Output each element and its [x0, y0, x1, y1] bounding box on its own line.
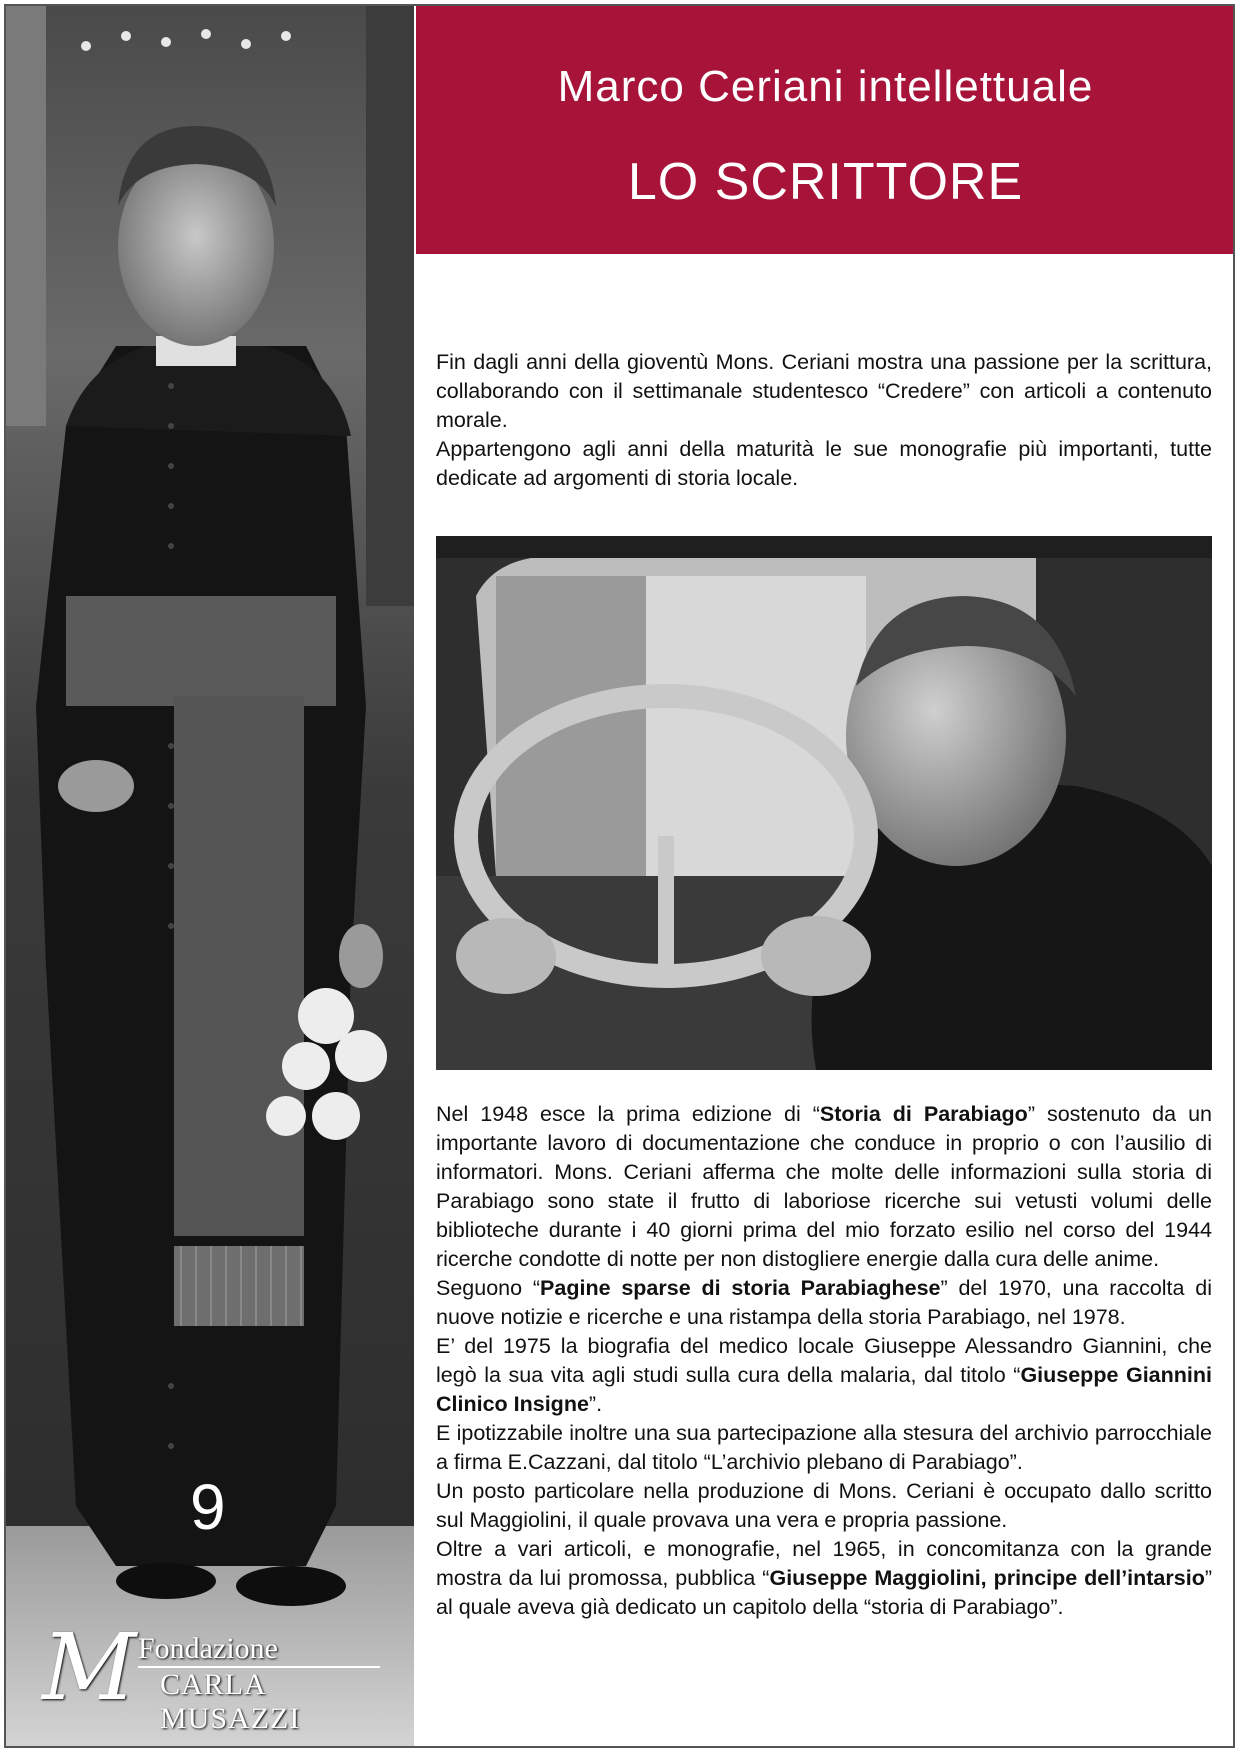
- body-paragraph-4: E ipotizzabile inoltre una sua partecipazione alla stesura del archivio parrocchiale a firma E.Cazzani, dal titolo “L’archivio plebano di Parabiago”.: [436, 1421, 1212, 1474]
- body-2-part-b: ” del 1970, una raccolta di nuove notizie e ricerche e una ristampa della storia Parabiago, nel 1978.: [436, 1276, 1213, 1329]
- fondazione-logo: [42, 1614, 380, 1735]
- body-paragraph-5: Un posto particolare nella produzione di Mons. Ceriani è occupato dallo scritto sul Maggiolini, il quale provava una vera e propria passione.: [436, 1479, 1212, 1532]
- intro-paragraph-2: Appartengono agli anni della maturità le sue monografie più importanti, tutte dedicate ad argomenti di storia locale.: [436, 437, 1212, 490]
- body-3-part-b: ”.: [588, 1392, 603, 1416]
- body-paragraph-2: [436, 1274, 1212, 1332]
- car-photo: [436, 536, 1212, 1070]
- logo-monogram: M: [42, 1614, 137, 1721]
- book-title-giannini: Giuseppe Giannini Clinico Insigne: [436, 1363, 1212, 1416]
- book-title-maggiolini: Giuseppe Maggiolini, principe dell’intarsio: [769, 1566, 1205, 1590]
- book-title-storia-di-parabiago: Storia di Parabiago: [819, 1102, 1028, 1126]
- intro-paragraph-1: Fin dagli anni della gioventù Mons. Ceriani mostra una passione per la scrittura, collaborando con il settimanale studentesco “Credere” con articoli a contenuto morale.: [436, 350, 1212, 432]
- body-1-part-b: ” sostenuto da un importante lavoro di documentazione che conduce in proprio o con l’ausilio di informatori. Mons. Ceriani afferma che molte delle informazioni sulla storia di Parabiago sono state il frutto di laboriose ricerche sui vetusti volumi delle biblioteche durante i 40 giorni prima del mio forzato esilio nel corso del 1944 ricerche condotte di notte per non distogliere energie dalla cura delle anime.: [436, 1102, 1212, 1271]
- body-paragraph-6: [436, 1535, 1212, 1622]
- page-number: 9: [190, 1471, 226, 1543]
- body-6-part-a: Oltre a vari articoli, e monografie, nel 1965, in concomitanza con la grande mostra da lui promossa, pubblica “: [436, 1537, 1212, 1590]
- body-1-part-a: Nel 1948 esce la prima edizione di “: [436, 1102, 820, 1126]
- logo-line-2: CARLA MUSAZZI: [160, 1668, 301, 1735]
- body-2-part-a: Seguono “: [436, 1276, 541, 1300]
- intro-text: [436, 348, 1212, 493]
- driving-photo-illustration: [436, 536, 1212, 1070]
- body-paragraph-3: [436, 1332, 1212, 1419]
- logo-line-1: Fondazione: [138, 1632, 278, 1665]
- main-body-text: [436, 1100, 1212, 1622]
- book-title-pagine-sparse: Pagine sparse di storia Parabiaghese: [540, 1276, 941, 1300]
- body-6-part-b: ” al quale aveva già dedicato un capitolo della “storia di Parabiago”.: [436, 1566, 1212, 1619]
- body-3-part-a: E’ del 1975 la biografia del medico locale Giuseppe Alessandro Giannini, che legò la sua vita agli studi sulla cura della malaria, dal titolo “: [436, 1334, 1212, 1387]
- header-title: LO SCRITTORE: [627, 153, 1024, 211]
- body-paragraph-1: [436, 1100, 1212, 1274]
- header-band: [416, 6, 1235, 254]
- header-subtitle: Marco Ceriani intellettuale: [557, 62, 1094, 111]
